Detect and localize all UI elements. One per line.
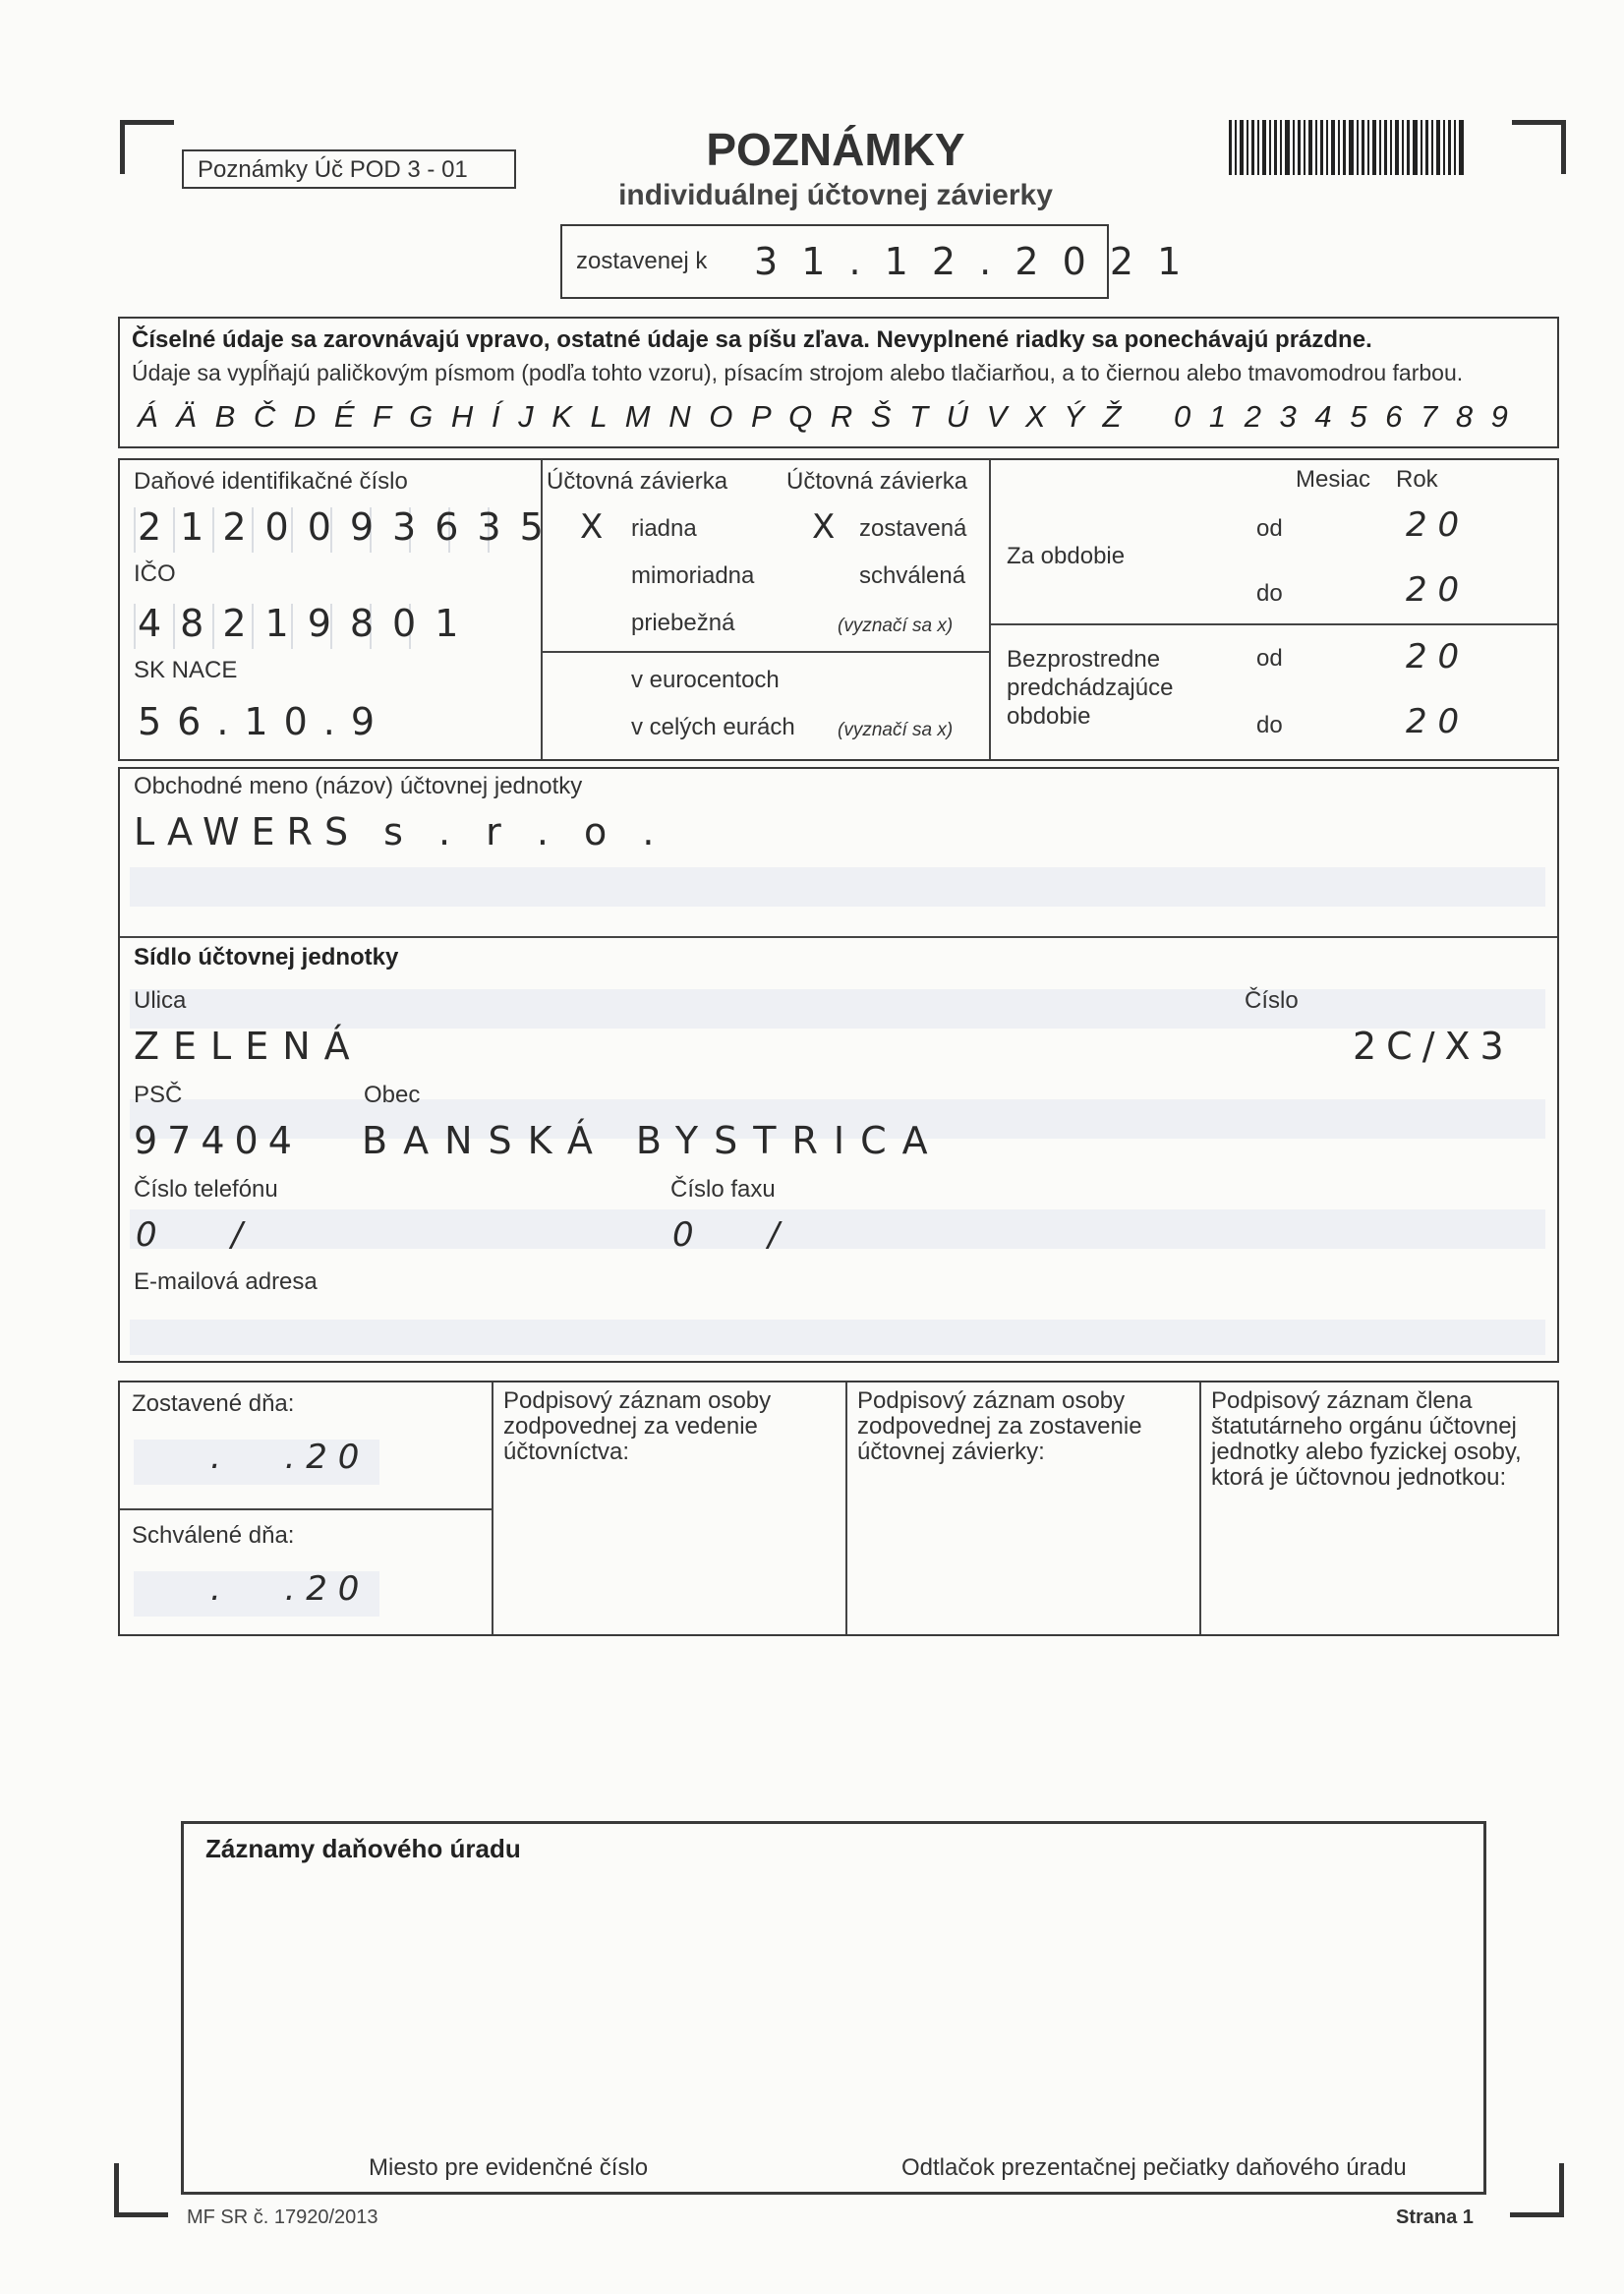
phone-label: Číslo telefónu xyxy=(134,1176,278,1203)
corner-mark-bottom-left xyxy=(114,2163,168,2217)
fax-value[interactable]: 0 / xyxy=(672,1215,780,1255)
riadna-mark[interactable]: X xyxy=(580,507,604,547)
previous-do-year[interactable]: 2 0 xyxy=(1406,702,1460,741)
zostavena-label: zostavená xyxy=(859,515,967,542)
stamp-label: Odtlačok prezentačnej pečiatky daňového úradu xyxy=(901,2154,1407,2181)
footer-page: Strana 1 xyxy=(1396,2206,1474,2228)
tax-office-title: Záznamy daňového úradu xyxy=(205,1834,521,1863)
ico-label: IČO xyxy=(134,560,176,587)
compiled-on-value[interactable]: . . 2 0 xyxy=(210,1438,360,1477)
psc-value[interactable]: 97404 xyxy=(134,1119,302,1162)
footer-ref: MF SR č. 17920/2013 xyxy=(187,2206,378,2228)
city-value[interactable]: BANSKÁ BYSTRICA xyxy=(362,1119,944,1162)
mimoriadna-label: mimoriadna xyxy=(631,562,755,589)
form-code-box xyxy=(182,149,516,189)
page-title: POZNÁMKY xyxy=(706,124,965,175)
signature-statutory-label: Podpisový záznam člena štatutárneho orgánu účtovnej jednotky alebo fyzickej osoby, ktorá je účtovnou jednotkou: xyxy=(1211,1387,1522,1491)
priebezna-label: priebežná xyxy=(631,610,735,636)
mark-note-2: (vyznačí sa x) xyxy=(838,720,954,740)
compiled-on-label: Zostavené dňa: xyxy=(132,1390,295,1417)
form-code: Poznámky Úč POD 3 - 01 xyxy=(198,156,468,183)
fax-label: Číslo faxu xyxy=(670,1176,776,1203)
approved-on-value[interactable]: . . 2 0 xyxy=(210,1569,360,1609)
schvalena-label: schválená xyxy=(859,562,966,589)
riadna-label: riadna xyxy=(631,515,697,542)
signature-compiler-label: Podpisový záznam osoby zodpovednej za zostavenie účtovnej závierky: xyxy=(857,1387,1142,1465)
barcode xyxy=(1229,120,1465,175)
city-label: Obec xyxy=(364,1082,421,1108)
compiled-date-box xyxy=(560,224,1188,299)
corner-mark-top-right xyxy=(1512,120,1566,174)
page-subtitle: individuálnej účtovnej závierky xyxy=(618,179,1053,211)
previous-period-label: Bezprostredne predchádzajúce obdobie xyxy=(1007,646,1174,730)
street-value[interactable]: ZELENÁ xyxy=(134,1025,364,1068)
sample-letters: Á Ä B Č D É F G H Í J K L M N O P Q R Š T Ú V X Ý Ž xyxy=(138,399,1122,434)
statement-type-header-2: Účtovná závierka xyxy=(786,468,968,495)
sk-nace-label: SK NACE xyxy=(134,657,238,683)
instruction-line-2: Údaje sa vypĺňajú paličkovým písmom (podľa tohto vzoru), písacím strojom alebo tlačiarňou, a to čiernou alebo tmavomodrou farbou. xyxy=(132,360,1464,385)
number-value[interactable]: 2C/X3 xyxy=(1353,1025,1514,1068)
approved-on-label: Schválené dňa: xyxy=(132,1522,295,1549)
previous-od-label: od xyxy=(1256,645,1283,672)
instructions-box xyxy=(118,317,1559,448)
dic-label: Daňové identifikačné číslo xyxy=(134,468,408,495)
zostavena-mark[interactable]: X xyxy=(812,507,836,547)
eurocent-label: v eurocentoch xyxy=(631,667,780,693)
eur-label: v celých eurách xyxy=(631,714,795,740)
corner-mark-bottom-right xyxy=(1510,2163,1564,2217)
previous-od-year[interactable]: 2 0 xyxy=(1406,637,1460,676)
previous-do-label: do xyxy=(1256,712,1283,738)
phone-value[interactable]: 0 / xyxy=(136,1215,243,1255)
signature-accounting-label: Podpisový záznam osoby zodpovednej za vedenie účtovníctva: xyxy=(503,1387,772,1465)
corner-mark-top-left xyxy=(120,120,174,174)
statement-type-header-1: Účtovná závierka xyxy=(547,468,728,495)
dic-value[interactable]: 2120093635 xyxy=(138,505,562,549)
sample-digits: 0 1 2 3 4 5 6 7 8 9 xyxy=(1174,399,1508,434)
current-period-label: Za obdobie xyxy=(1007,543,1126,569)
company-name-value[interactable]: LAWERS s . r . o . xyxy=(134,810,667,853)
current-od-label: od xyxy=(1256,515,1283,542)
instruction-line-1: Číselné údaje sa zarovnávajú vpravo, ostatné údaje sa píšu zľava. Nevyplnené riadky sa ponechávajú prázdne. xyxy=(132,326,1372,353)
number-label: Číslo xyxy=(1245,987,1299,1014)
current-od-year[interactable]: 2 0 xyxy=(1406,505,1460,545)
month-header: Mesiac xyxy=(1296,466,1371,493)
sk-nace-value[interactable]: 56.10.9 xyxy=(138,700,391,743)
psc-label: PSČ xyxy=(134,1082,183,1108)
company-name-label: Obchodné meno (názov) účtovnej jednotky xyxy=(134,773,583,799)
ico-value[interactable]: 48219801 xyxy=(138,602,478,645)
mark-note-1: (vyznačí sa x) xyxy=(838,616,954,636)
compiled-date-value[interactable]: 3 1 . 1 2 . 2 0 2 1 xyxy=(754,240,1188,283)
street-label: Ulica xyxy=(134,987,187,1014)
current-do-year[interactable]: 2 0 xyxy=(1406,570,1460,610)
seat-header: Sídlo účtovnej jednotky xyxy=(134,944,399,971)
year-header: Rok xyxy=(1396,466,1438,493)
email-label: E-mailová adresa xyxy=(134,1268,318,1295)
current-do-label: do xyxy=(1256,580,1283,607)
tax-office-box xyxy=(181,1821,1486,2195)
evidence-number-label: Miesto pre evidenčné číslo xyxy=(369,2154,649,2181)
compiled-label: zostavenej k xyxy=(576,248,708,274)
